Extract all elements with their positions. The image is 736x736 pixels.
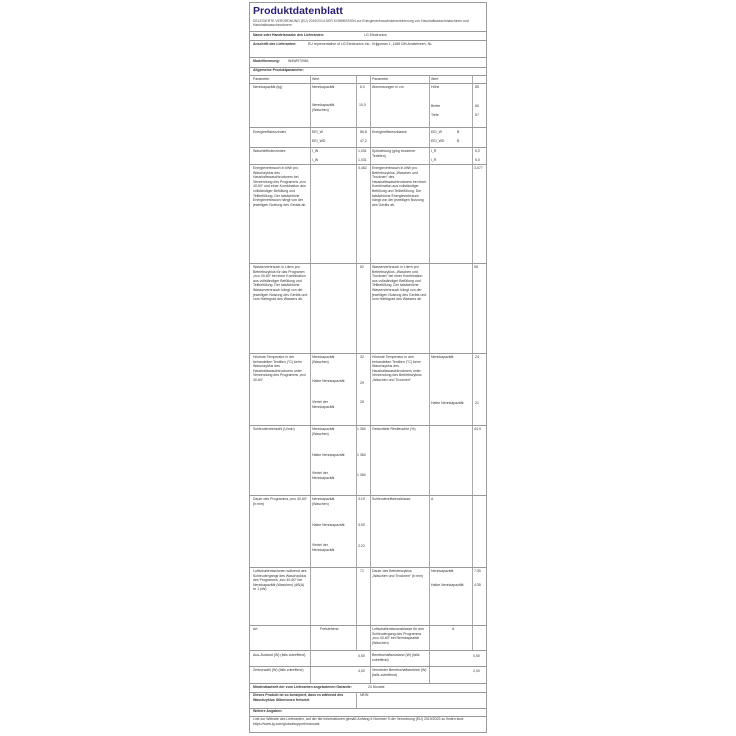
row1-label-left: Nennkapazität (kg): [253, 85, 283, 89]
row2-label-left: Energieeffizienzindex: [253, 130, 287, 134]
row9-label-right: Dauer des Betriebszyklus „Waschen und Trocknen“ (h:mm): [372, 569, 424, 578]
row3-val2: 1,031: [358, 158, 367, 162]
row1-val2: 10,0: [359, 103, 366, 107]
row6-val2: 29: [360, 381, 364, 385]
guarantee-value: 24 Monate: [368, 685, 385, 689]
row4-val2: 3,077: [474, 166, 483, 170]
regulation-text: DELEGIERTE VERORDNUNG (EU) 2019/2014 DER KOMMISSION zur Energieverbrauchskennzeichnung von Haushaltswaschmaschinen und Haushaltswaschtrocknern: [253, 19, 469, 27]
row1-sub3: Höhe: [431, 85, 440, 89]
row1-sub2: Nennkapazität (Waschen): [312, 103, 335, 112]
row2-val1: 86,8: [360, 130, 367, 134]
row3-sub2: I_W: [312, 158, 319, 162]
row8-label-right: Schleudereffizienzklasse: [372, 497, 411, 501]
row2-sub2: EEI_WD: [312, 139, 326, 143]
row6-sub4: Nennkapazität: [431, 355, 454, 359]
row8-val1: 3:19: [358, 497, 365, 501]
row7-sub2: Halbe Nennkapazität: [312, 453, 345, 457]
row4-label-left: Energieverbrauch in kWh pro Waschzyklus des Haushaltswaschtrockners bei Verwendung des Programms „eco 40-60“ und einer Kombination aus vollständiger Befüllung und Teilbefüllung. Der tatsächliche Energieverbrauch hängt von der jeweiligen Nutzung des Geräts ab.: [253, 166, 307, 207]
row10-label-left: Art: [253, 627, 258, 631]
row7-val1: 1 360: [357, 427, 366, 431]
supplier-value: LG Electronics: [364, 33, 387, 37]
row2-sub3: EEI_W: [431, 130, 442, 134]
row9-val4: 7:35: [474, 569, 481, 573]
row7-label-right: Gewichtete Restfeuchte (%): [372, 427, 416, 431]
row8-sub1: Nennkapazität (Waschen): [312, 497, 335, 506]
row5-val1: 52: [360, 265, 364, 269]
guarantee-label: Mindestlaufzeit der vom Lieferanten angebotenen Garantie:: [253, 685, 352, 689]
row3-val1: 1,031: [358, 149, 367, 153]
row6-sub2: Halbe Nennkapazität: [312, 379, 345, 383]
row1-sub4: Breite: [431, 104, 441, 108]
row3-val3: 5,0: [475, 149, 480, 153]
row6-val4: 24: [475, 355, 479, 359]
row12-val2: 2,00: [473, 669, 480, 673]
row2-val3: B: [457, 130, 460, 134]
row4-val1: 0,462: [358, 166, 367, 170]
row10-val2: A: [452, 627, 455, 631]
row3-sub3: I_R: [431, 149, 437, 153]
row9-val1: 71: [360, 569, 364, 573]
row8-sub2: Halbe Nennkapazität: [312, 523, 345, 527]
row12-label-right: Vernetzter Bereitschaftsbetrieb (W) (falls zutreffend): [372, 668, 427, 677]
col-header-value-right: Wert: [431, 77, 439, 81]
row6-val5: 21: [475, 401, 479, 405]
row7-val2: 1 360: [357, 453, 366, 457]
row7-sub1: Nennkapazität (Waschen): [312, 427, 335, 436]
row3-sub1: I_W: [312, 149, 319, 153]
row3-label-right: Spülwirkung (g/kg trockener Textilien): [372, 149, 416, 158]
product-data-sheet: [249, 2, 487, 733]
row9-label-left: Luftschallemissionen während des Schleudergangs des Waschzyklus des Programms „eco 40-60“ bei Nennkapazität (Waschen) (dB(A) re 1 pW): [253, 569, 307, 592]
row9-val5: 4:35: [474, 583, 481, 587]
model-label: Modellkennung:: [253, 59, 280, 63]
row8-sub3: Viertel der Nennkapazität: [312, 543, 335, 552]
row2-val4: B: [457, 139, 460, 143]
row8-val4: A: [431, 497, 434, 501]
row1-val5: 57: [475, 113, 479, 117]
row9-sub5: Halbe Nennkapazität: [431, 583, 464, 587]
row7-val4: 44,9: [474, 427, 481, 431]
address-label: Anschrift des Lieferanten:: [253, 42, 297, 46]
col-header-param-right: Parameter: [372, 77, 389, 81]
row3-sub4: I_R: [431, 158, 437, 162]
row1-val4: 60: [475, 104, 479, 108]
model-value: W4WR70961: [288, 59, 309, 63]
row12-val1: 4,00: [358, 669, 365, 673]
silver-ions-value: NEIN: [360, 693, 369, 697]
row11-val1: 0,50: [358, 654, 365, 658]
row2-sub1: EEI_W: [312, 130, 323, 134]
row9-sub4: Nennkapazität: [431, 569, 454, 573]
silver-ions-label: Dieses Produkt ist so konzipiert, dass es während des Waschzyklus Silberionen freisetzt: [253, 693, 344, 702]
row1-val3: 85: [475, 85, 479, 89]
page-title: Produktdatenblatt: [253, 5, 343, 17]
row6-label-right: Höchste Temperatur in den behandelten Textilien (°C) beim Waschzyklus des Haushaltswaschtrockners unter Verwendung des Betriebszyklus „Waschen und Trocknen“: [372, 355, 422, 382]
supplier-website-text: Link zur Website des Lieferanten, auf der die Informationen gemäß Anhang II Nummer 9 der Verordnung (EU) 2019/2023 zu finden sind: https://www.lg.com/global/support/manuals: [253, 717, 465, 726]
row5-label-right: Wasserverbrauch in Litern pro Betriebszyklus „Waschen und Trocknen“ bei einer Kombination aus vollständiger Befüllung und Teilbefüllung. Der tatsächliche Wasserverbrauch hängt von der jeweiligen Nutzung des Geräts und vom Härtegrad des Wassers ab.: [372, 265, 427, 302]
row10-label-right: Luftschallemissionsklasse für den Schleudergang des Programms „eco 40-60“ bei Nennkapazität (Waschen): [372, 627, 425, 645]
col-header-value-left: Wert: [312, 77, 320, 81]
more-info-label: Weitere Angaben:: [253, 709, 283, 713]
row1-label-right: Abmessungen in cm: [372, 85, 404, 89]
row7-val3: 1 360: [357, 473, 366, 477]
row6-val1: 32: [360, 355, 364, 359]
row6-sub1: Nennkapazität (Waschen): [312, 355, 335, 364]
row11-val2: 0,50: [473, 654, 480, 658]
row1-sub5: Tiefe: [431, 113, 439, 117]
row1-val1: 6,0: [360, 85, 365, 89]
row3-val4: 5,0: [475, 158, 480, 162]
row1-sub1: Nennkapazität: [312, 85, 335, 89]
row8-val2: 3:00: [358, 523, 365, 527]
supplier-label: Name oder Handelsmarke des Lieferanten:: [253, 33, 324, 37]
row6-sub3: Viertel der Nennkapazität: [312, 400, 335, 409]
row5-val2: 98: [474, 265, 478, 269]
row12-label-left: Zeitvorwahl (W) (falls zutreffend): [253, 668, 304, 672]
row10-val1: Freistehend: [320, 627, 339, 631]
address-value: EU representative of LG Electronics Inc., Krijgsman 1, 1186 DM Amstelveen, NL: [308, 42, 433, 46]
row2-sub4: EEI_WD: [431, 139, 445, 143]
col-header-param-left: Parameter: [253, 77, 270, 81]
row8-label-left: Dauer des Programms „eco 40-60“ (h:mm): [253, 497, 308, 506]
row6-label-left: Höchste Temperatur in der behandelten Textilien (°C) beim Waschzyklus des Haushaltswaschtrockners unter Verwendung des Programms „eco 40-60“: [253, 355, 306, 382]
row7-sub3: Viertel der Nennkapazität: [312, 471, 335, 480]
row7-label-left: Schleuderdrehzahl (U/min): [253, 427, 295, 431]
row11-label-left: Aus-Zustand (W) (falls zutreffend): [253, 653, 306, 657]
row8-val3: 2:22: [358, 544, 365, 548]
row4-label-right: Energieverbrauch in kWh pro Betriebszyklus „Waschen und Trocknen“ des Haushaltswaschtrockners bei einer Kombination aus vollständiger Befüllung und Teilbefüllung. Der tatsächliche Energieverbrauch hängt von der jeweiligen Nutzung des Geräts ab.: [372, 166, 427, 207]
row3-label-left: Waschleffizienzindex: [253, 149, 286, 153]
row6-sub5: Halbe Nennkapazität: [431, 401, 464, 405]
row2-label-right: Energieeffizienzklasse: [372, 130, 407, 134]
row5-label-left: Wasserverbrauch in Litern pro Betriebszyklus für das Programm „eco 40-60“ bei einer Kombination aus vollständiger Befüllung und Teilbefüllung. Der tatsächliche Wasserverbrauch hängt von der jeweiligen Nutzung des Geräts und vom Härtegrad des Wassers ab.: [253, 265, 308, 302]
row11-label-right: Bereitschaftszustand (W) (falls zutreffend): [372, 653, 420, 662]
general-params-label: Allgemeine Produktparameter:: [253, 68, 304, 72]
row2-val2: 47,2: [360, 139, 367, 143]
row6-val3: 25: [360, 400, 364, 404]
